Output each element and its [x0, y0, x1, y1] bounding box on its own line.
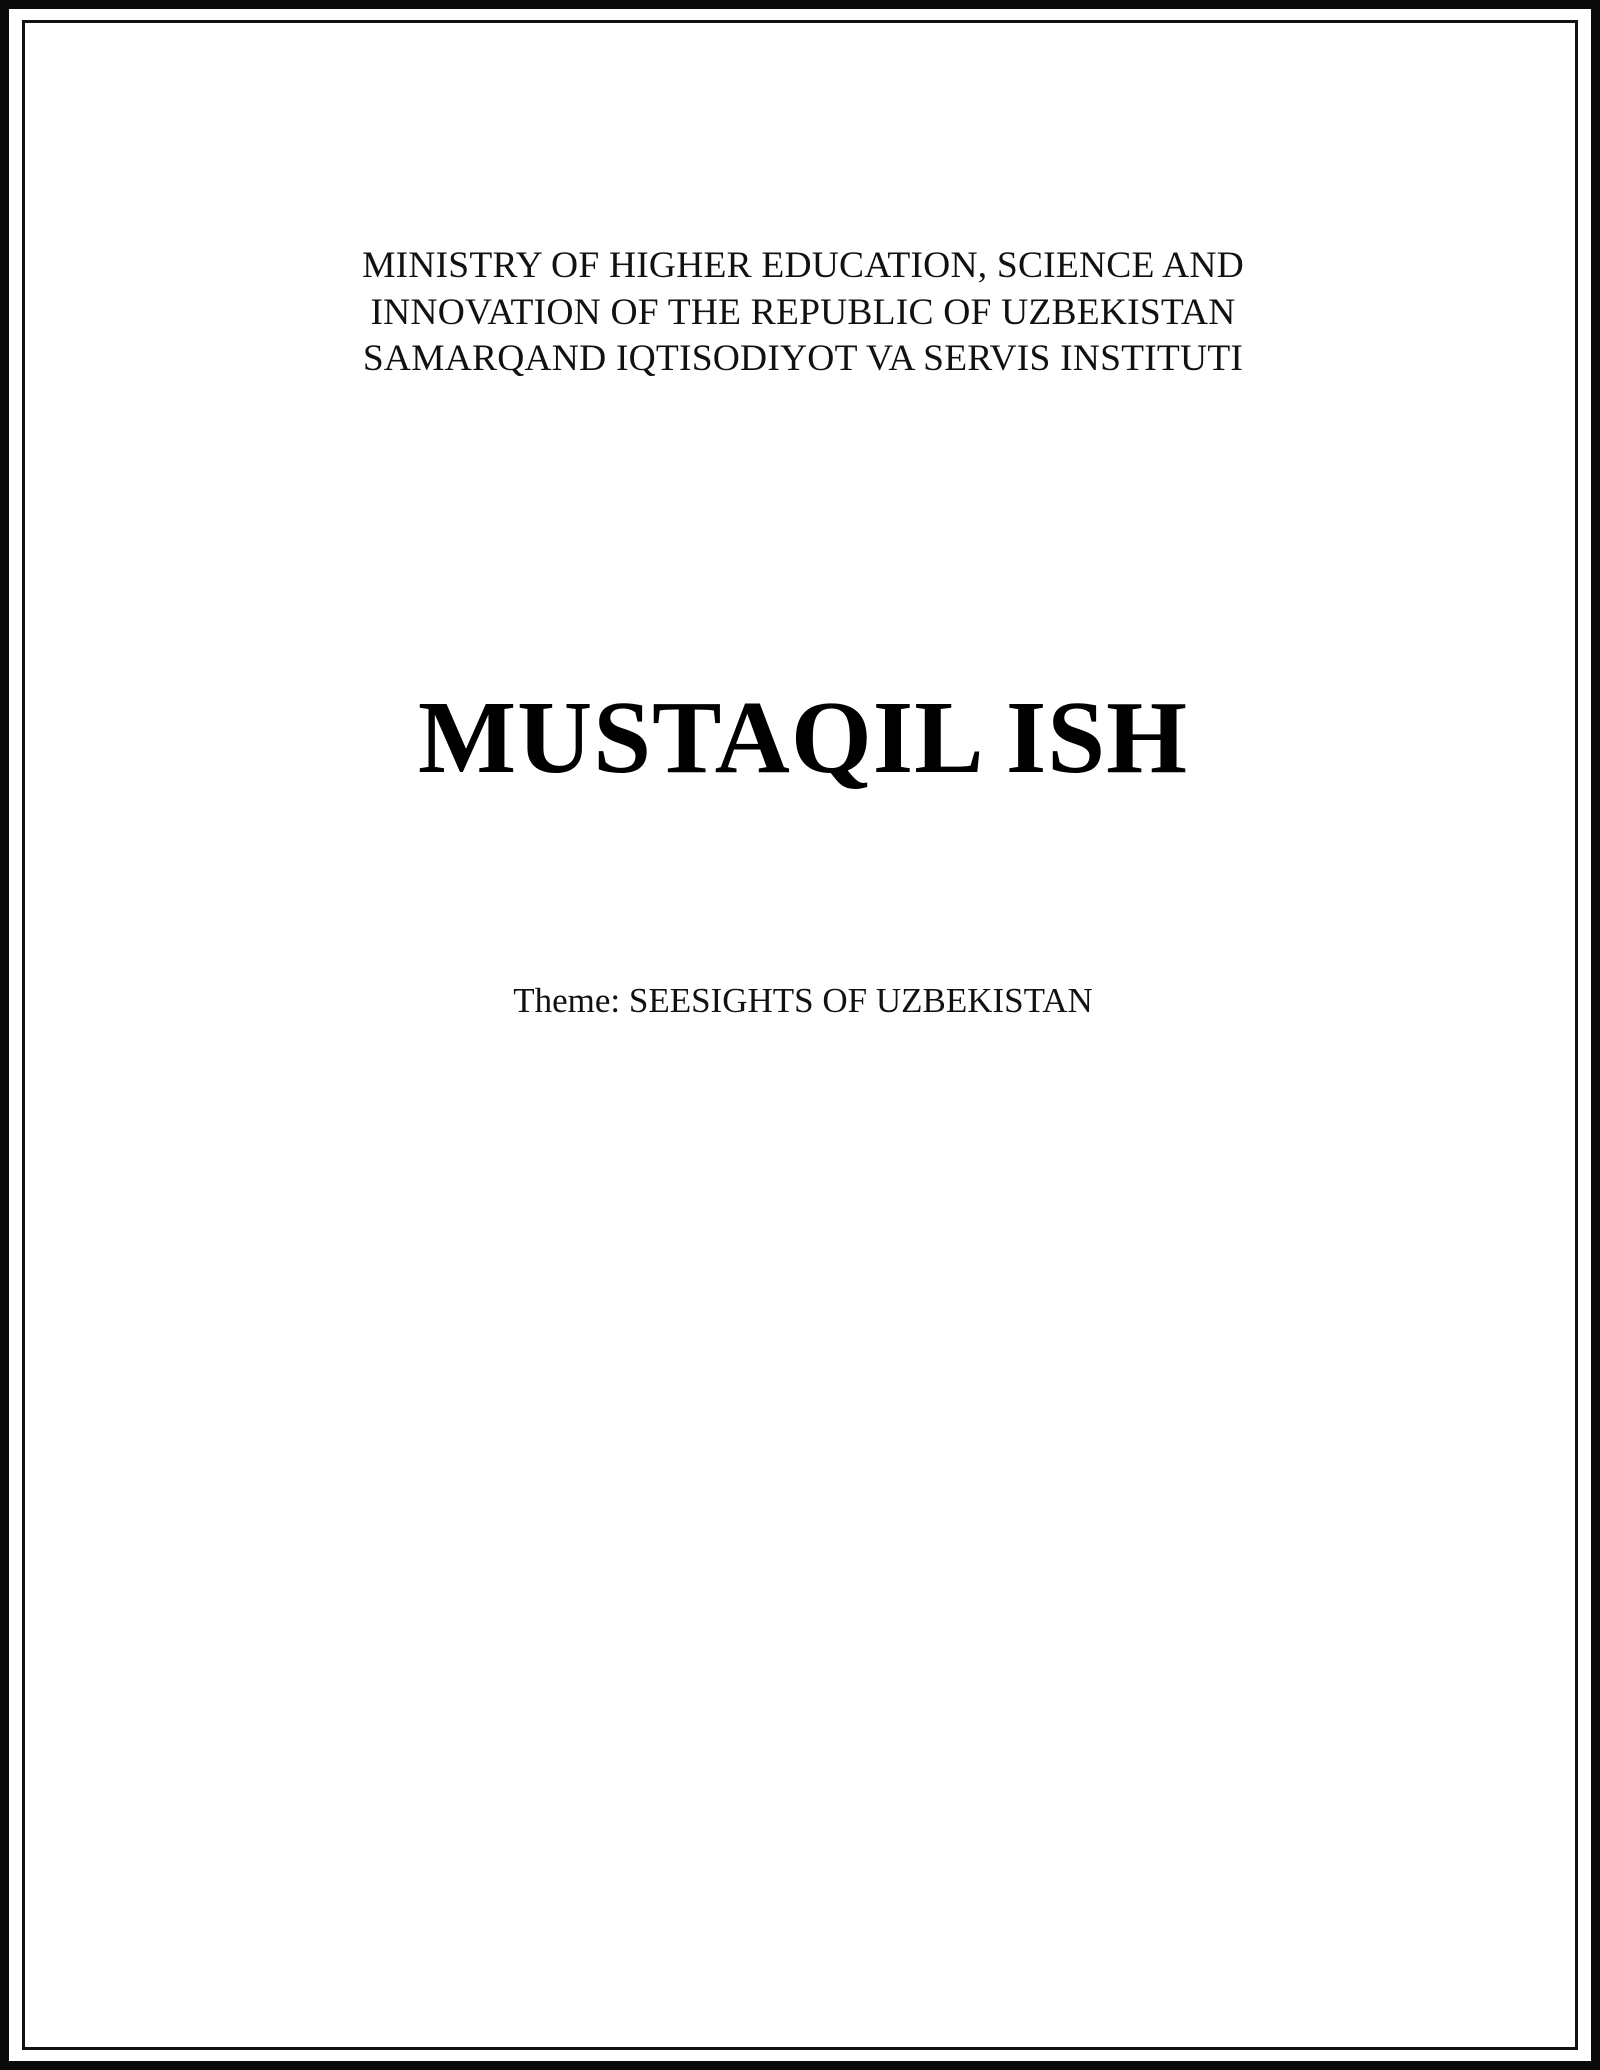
institution-header-line-2: INNOVATION OF THE REPUBLIC OF UZBEKISTAN [370, 291, 1236, 333]
page-content [25, 23, 1581, 2053]
document-title: MUSTAQIL ISH [417, 680, 1189, 795]
page-inner-border [22, 20, 1578, 2050]
document-theme: Theme: SEESIGHTS OF UZBEKISTAN [513, 981, 1093, 1020]
institution-header-line-1: MINISTRY OF HIGHER EDUCATION, SCIENCE AND [362, 245, 1244, 286]
institution-header-line-3: SAMARQAND IQTISODIYOT VA SERVIS INSTITUTI [362, 338, 1244, 379]
institution-header [243, 243, 1363, 383]
